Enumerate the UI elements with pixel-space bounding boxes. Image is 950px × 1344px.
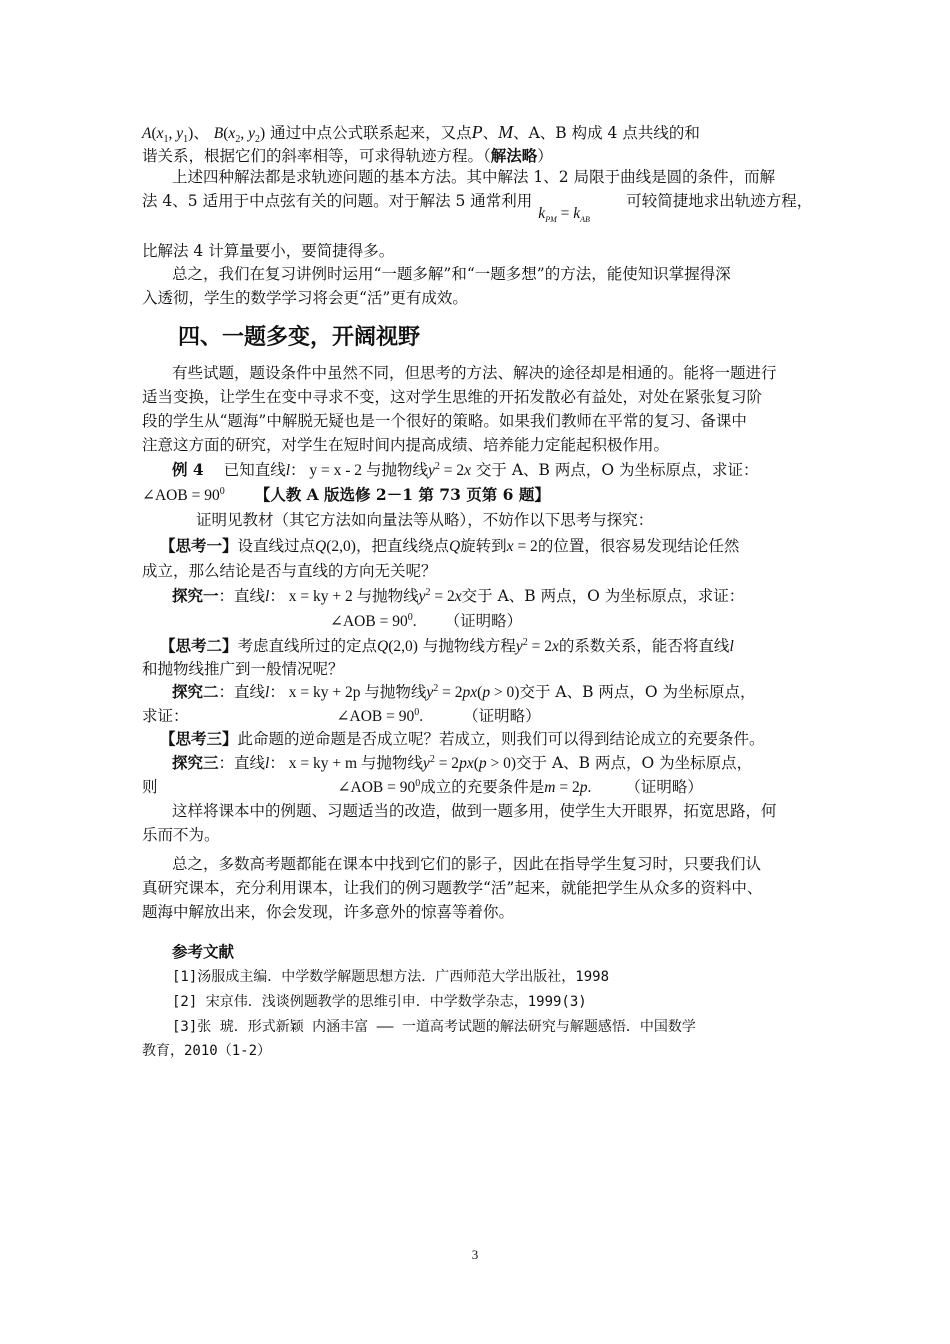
para2-line2: 法 4、5 适用于中点弦有关的问题。对于解法 5 通常利用$k_{PM} = k_{AB}$可较简捷地求出轨迹方程， [142, 192, 813, 225]
reference-3-line1: [3]张 琥．形式新颖 内涵丰富 —— 一道高考试题的解法研究与解题感悟．中国数学 [172, 1019, 696, 1035]
para6-line2: 真研究课本，充分利用课本，让我们的例习题教学“活”起来，就能把学生从众多的资料中、 [142, 879, 763, 897]
example4-line1: 例 4 已知直线l： y = x - 2 与抛物线$y^2 = 2x$ 交于 A、B 两点，O 为坐标原点，求证： [172, 460, 759, 479]
para3-line2: 入透彻，学生的数学学习将会更“活”更有成效。 [142, 289, 468, 307]
explore1-line1: 探究一：直线l： x = ky + 2 与抛物线$y^2 = 2x$交于 A、B 两点，O 为坐标原点，求证： [172, 586, 745, 605]
reference-1: [1]汤服成主编．中学数学解题思想方法．广西师范大学出版社，1998 [172, 969, 609, 985]
think2-line2: 和抛物线推广到一般情况呢？ [142, 660, 344, 678]
references-title: 参考文献 [172, 942, 235, 961]
page-number: 3 [471, 1247, 479, 1262]
think1-line1: 【思考一】设直线过点Q(2,0)，把直线绕点Q旋转到x = 2的位置，很容易发现结论任然 [160, 536, 740, 555]
para5-line1: 这样将课本中的例题、习题适当的改造，做到一题多用，使学生大开眼界，拓宽思路，何 [172, 802, 777, 820]
explore2-line2: 求证： ∠AOB = $90^0$. （证明略） [142, 706, 541, 725]
para1-line1: $A(x_1$, $y_1$)、 $B(x_2$, $y_2$) 通过中点公式联系起来，又点P、M、A、B 构成 4 点共线的和 [142, 122, 700, 146]
para6-line1: 总之，多数高考题都能在课本中找到它们的影子，因此在指导学生复习时，只要我们认 [172, 855, 762, 873]
para1-line2: 谐关系，根据它们的斜率相等，可求得轨迹方程。（解法略） [142, 146, 553, 165]
para4-line1: 有些试题，题设条件中虽然不同，但思考的方法、解决的途径却是相通的。能将一题进行 [172, 364, 777, 382]
explore3-line2: 则 ∠AOB = $90^0$成立的充要条件是m = 2p. （证明略） [142, 777, 703, 796]
think3-line1: 【思考三】此命题的逆命题是否成立呢？若成立，则我们可以得到结论成立的充要条件。 [160, 729, 765, 748]
reference-3-line2: 教育，2010（1-2） [142, 1043, 272, 1059]
explore3-line1: 探究三：直线l： x = ky + m 与抛物线$y^2 = 2px(p > 0)$交于 A、B 两点，O 为坐标原点， [172, 753, 753, 772]
explore2-line1: 探究二：直线l： x = ky + 2p 与抛物线$y^2 = 2px(p > 0)$交于 A、B 两点，O 为坐标原点， [172, 682, 756, 701]
reference-2: [2] 宋京伟．浅谈例题教学的思维引申．中学数学杂志，1999(3) [172, 994, 587, 1010]
math-kpm-kab: $k_{PM} = k_{AB}$ [538, 205, 590, 225]
example4-proof: 证明见教材（其它方法如向量法等从略），不妨作以下思考与探究： [196, 511, 654, 529]
think2-line1: 【思考二】考虑直线所过的定点Q(2,0) 与抛物线方程$y^2 = 2x$的系数关系，能否将直线l [160, 636, 734, 655]
example4-source: 【人教 A 版选修 2－1 第 73 页第 6 题】 [254, 485, 550, 504]
para6-line3: 题海中解放出来，你会发现，许多意外的惊喜等着你。 [142, 903, 515, 921]
para2-line3: 比解法 4 计算量要小，要简捷得多。 [142, 242, 395, 260]
math-A: A [142, 125, 152, 142]
para5-line2: 乐而不为。 [142, 826, 220, 844]
section-heading: 四、一题多变，开阔视野 [178, 325, 421, 350]
example4-line2: ∠AOB = $90^0$ 【人教 A 版选修 2－1 第 73 页第 6 题】 [142, 485, 550, 504]
para4-line3: 段的学生从“题海”中解脱无疑也是一个很好的策略。如果我们教师在平常的复习、备课中 [142, 412, 747, 430]
think1-line2: 成立，那么结论是否与直线的方向无关呢？ [142, 562, 437, 580]
para4-line4: 注意这方面的研究，对学生在短时间内提高成绩、培养能力定能起积极作用。 [142, 436, 670, 454]
explore1-line2: ∠AOB = $90^0$. （证明略） [330, 611, 523, 630]
example4-label: 例 4 [172, 460, 204, 479]
para4-line2: 适当变换，让学生在变中寻求不变，这对学生思维的开拓发散必有益处，对处在紧张复习阶 [142, 388, 763, 406]
para3-line1: 总之，我们在复习讲例时运用“一题多解”和“一题多想”的方法，能使知识掌握得深 [172, 265, 731, 283]
para2-line1: 上述四种解法都是求轨迹问题的基本方法。其中解法 1、2 局限于曲线是圆的条件，而解 [172, 168, 776, 186]
